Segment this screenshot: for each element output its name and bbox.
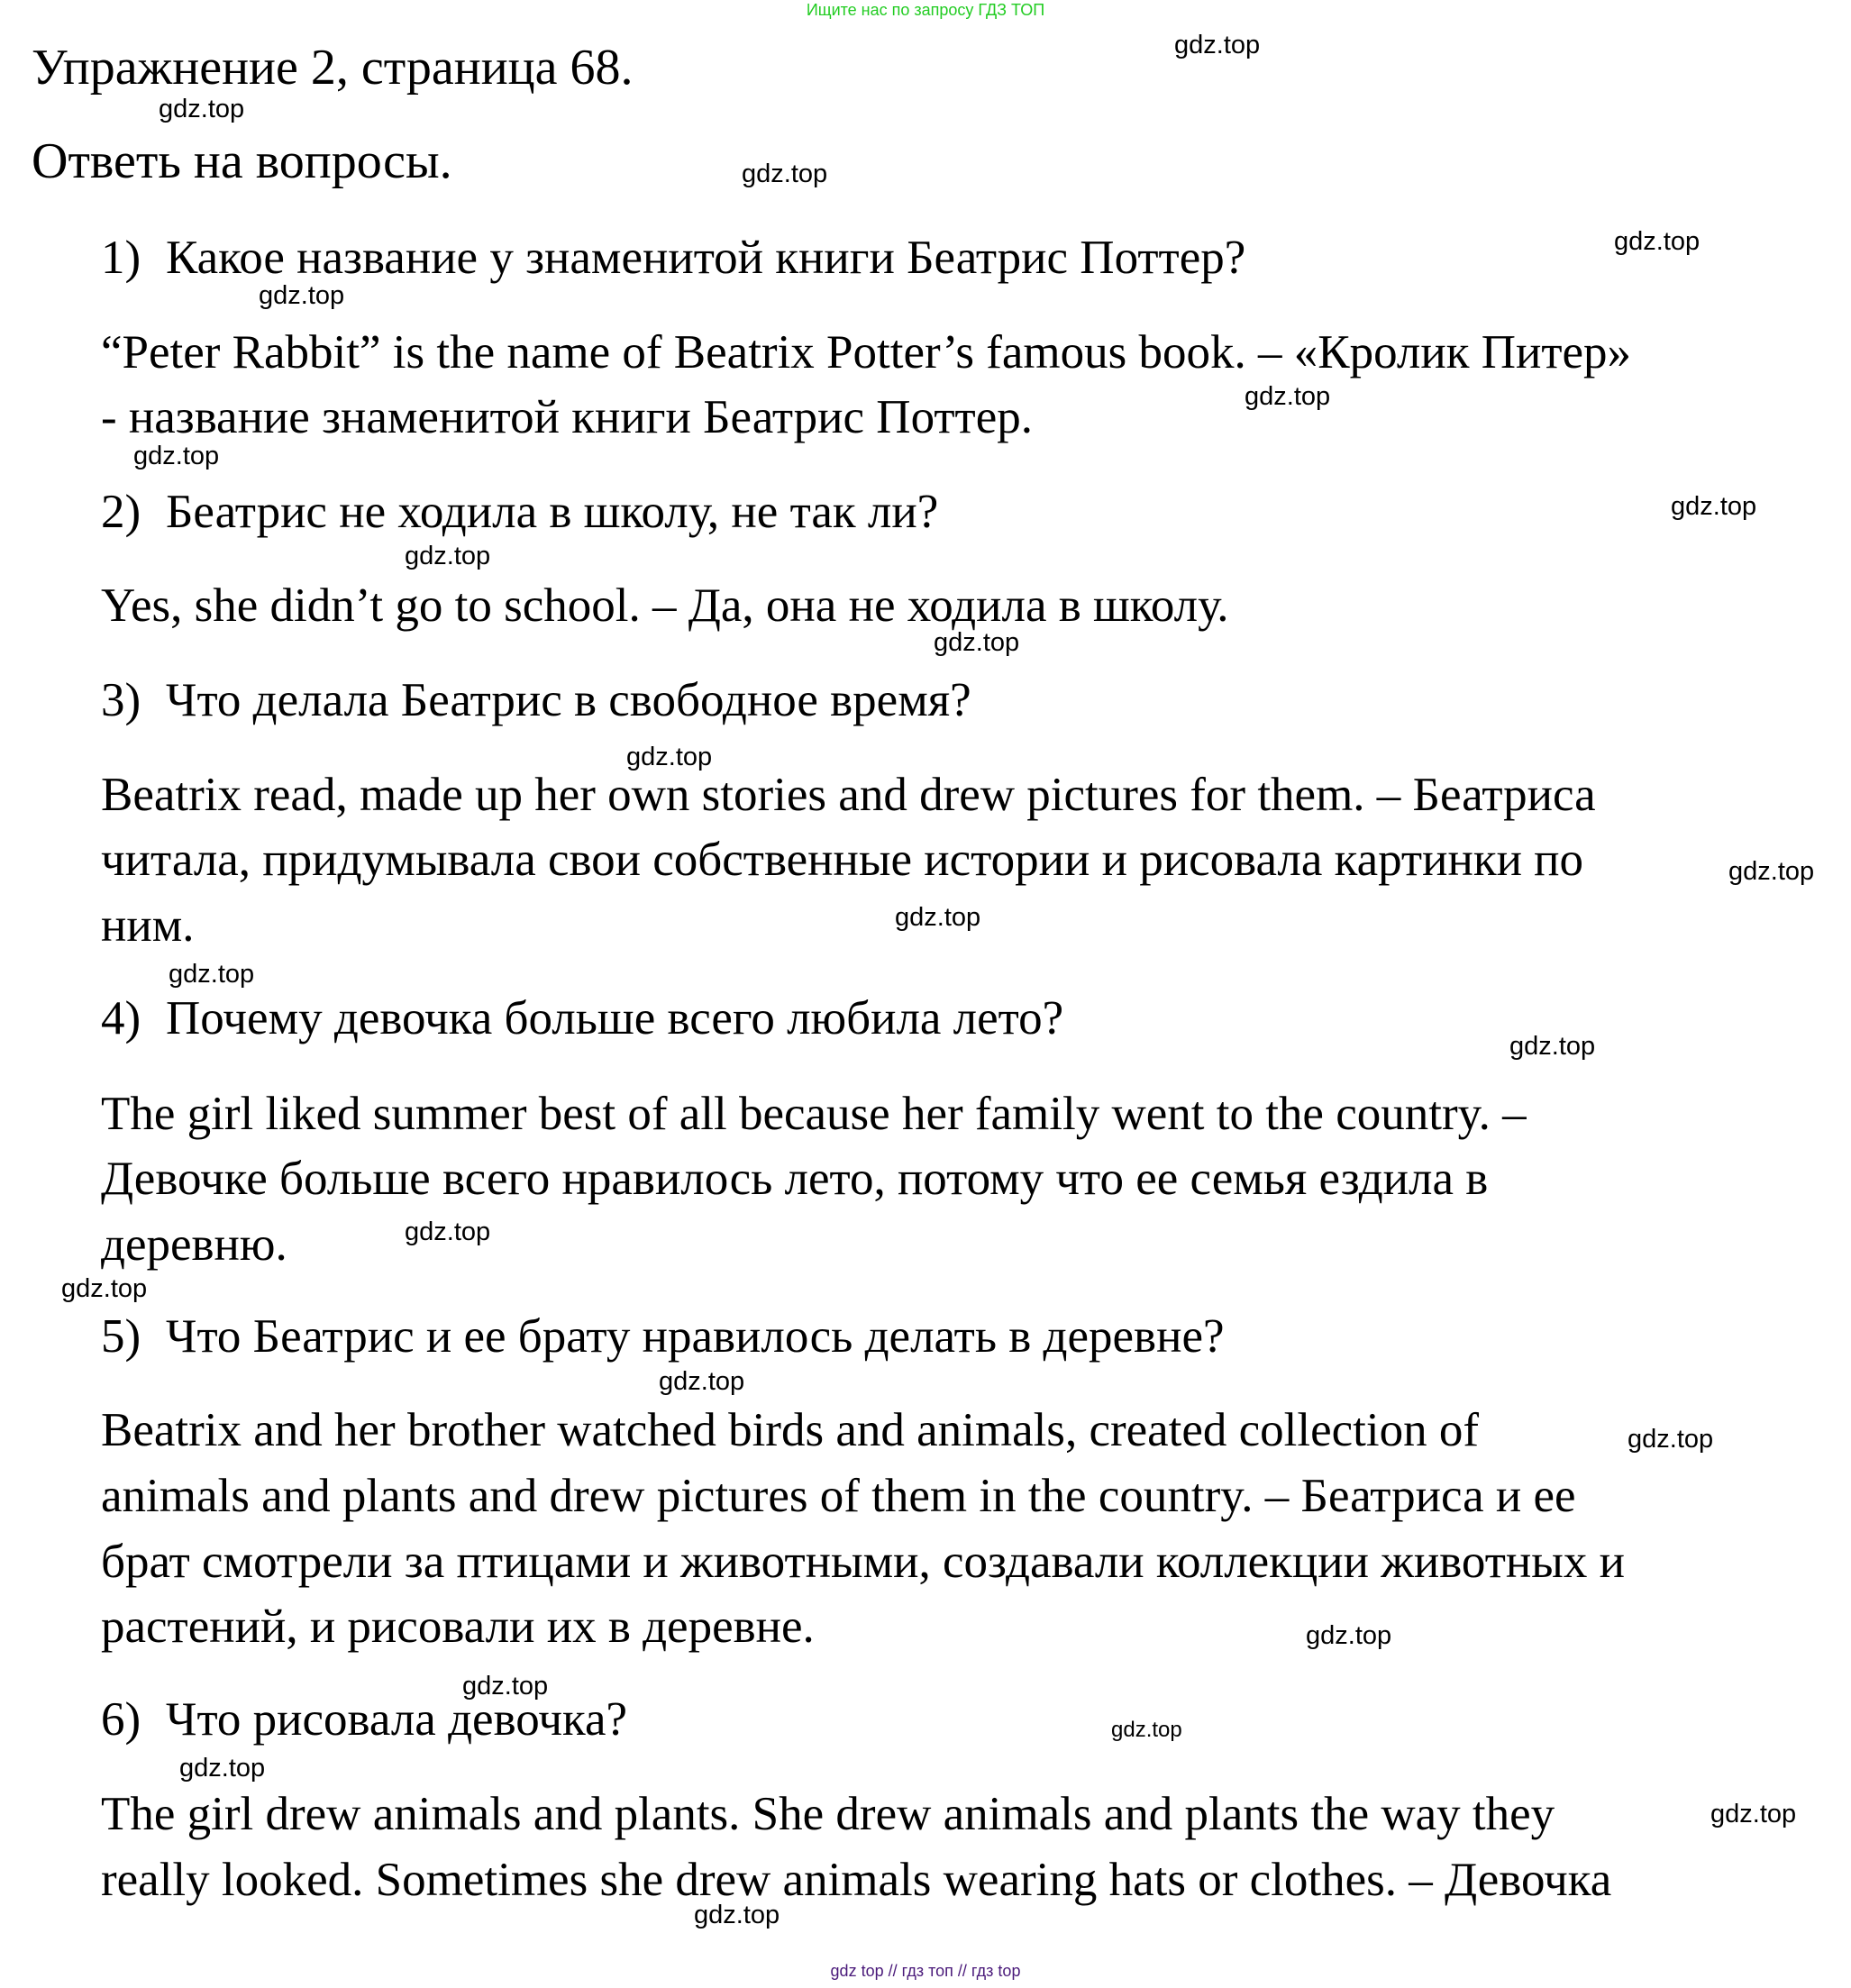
question-3 [101, 673, 971, 727]
watermark: gdz.top [742, 160, 828, 188]
answer-line: - название знаменитой книги Беатрис Поттер. [101, 391, 1033, 443]
question-text: Что рисовала девочка? [166, 1693, 628, 1746]
watermark: gdz.top [1111, 1718, 1182, 1742]
question-2 [101, 485, 938, 539]
question-6 [101, 1692, 627, 1746]
question-number: 6) [101, 1693, 141, 1746]
watermark: gdz.top [1628, 1425, 1714, 1454]
watermark: gdz.top [61, 1274, 148, 1303]
question-text: Что Беатрис и ее брату нравилось делать в деревне? [166, 1310, 1225, 1363]
watermark: gdz.top [659, 1367, 745, 1396]
watermark: gdz.top [405, 542, 491, 570]
question-text: Какое название у знаменитой книги Беатрис Поттер? [166, 232, 1246, 284]
question-number: 4) [101, 992, 141, 1044]
watermark: gdz.top [934, 628, 1020, 657]
page-title: Упражнение 2, страница 68. [32, 40, 634, 96]
answer-line: The girl drew animals and plants. She drew animals and plants the way they [101, 1788, 1555, 1840]
watermark: gdz.top [895, 903, 981, 932]
watermark: gdz.top [462, 1672, 549, 1701]
watermark: gdz.top [1671, 492, 1757, 521]
watermark: gdz.top [405, 1217, 491, 1246]
answer-line: читала, придумывала свои собственные истории и рисовала картинки по [101, 834, 1584, 886]
footer-watermark: gdz top // гдз топ // гдз top [830, 1962, 1021, 1980]
watermark: gdz.top [694, 1901, 780, 1929]
answer-line: Yes, she didn’t go to school. – Да, она не ходила в школу. [101, 579, 1229, 632]
watermark: gdz.top [1614, 227, 1701, 256]
question-4 [101, 991, 1063, 1045]
question-text: Беатрис не ходила в школу, не так ли? [166, 486, 939, 538]
answer-line: animals and plants and drew pictures of them in the country. – Беатриса и ее [101, 1470, 1576, 1522]
answer-line: really looked. Sometimes she drew animals wearing hats or clothes. – Девочка [101, 1854, 1612, 1906]
answer-line: деревню. [101, 1218, 287, 1271]
watermark: gdz.top [1509, 1032, 1596, 1061]
answer-line: Beatrix read, made up her own stories and drew pictures for them. – Беатриса [101, 769, 1596, 821]
watermark: gdz.top [1174, 31, 1261, 59]
instruction: Ответь на вопросы. [32, 133, 452, 189]
watermark: gdz.top [259, 281, 345, 310]
watermark: gdz.top [626, 743, 713, 771]
search-banner: Ищите нас по запросу ГДЗ ТОП [806, 1, 1045, 19]
watermark: gdz.top [179, 1754, 266, 1783]
question-text: Что делала Беатрис в свободное время? [166, 674, 971, 726]
answer-line: Девочке больше всего нравилось лето, потому что ее семья ездила в [101, 1153, 1489, 1205]
question-5 [101, 1309, 1225, 1363]
answer-line: The girl liked summer best of all because her family went to the country. – [101, 1088, 1527, 1140]
answer-line: “Peter Rabbit” is the name of Beatrix Potter’s famous book. – «Кролик Питер» [101, 326, 1632, 378]
watermark: gdz.top [1306, 1621, 1392, 1650]
watermark: gdz.top [1728, 857, 1815, 886]
watermark: gdz.top [159, 95, 245, 123]
watermark: gdz.top [1245, 382, 1331, 411]
question-number: 2) [101, 486, 141, 538]
watermark: gdz.top [169, 960, 255, 989]
answer-line: растений, и рисовали их в деревне. [101, 1600, 815, 1653]
answer-line: брат смотрели за птицами и животными, создавали коллекции животных и [101, 1536, 1625, 1588]
question-1 [101, 231, 1245, 285]
question-number: 1) [101, 232, 141, 284]
answer-line: Beatrix and her brother watched birds and animals, created collection of [101, 1404, 1480, 1456]
question-number: 3) [101, 674, 141, 726]
answer-line: ним. [101, 899, 195, 952]
question-text: Почему девочка больше всего любила лето? [166, 992, 1064, 1044]
watermark: gdz.top [1710, 1800, 1797, 1828]
question-number: 5) [101, 1310, 141, 1363]
watermark: gdz.top [133, 442, 220, 470]
